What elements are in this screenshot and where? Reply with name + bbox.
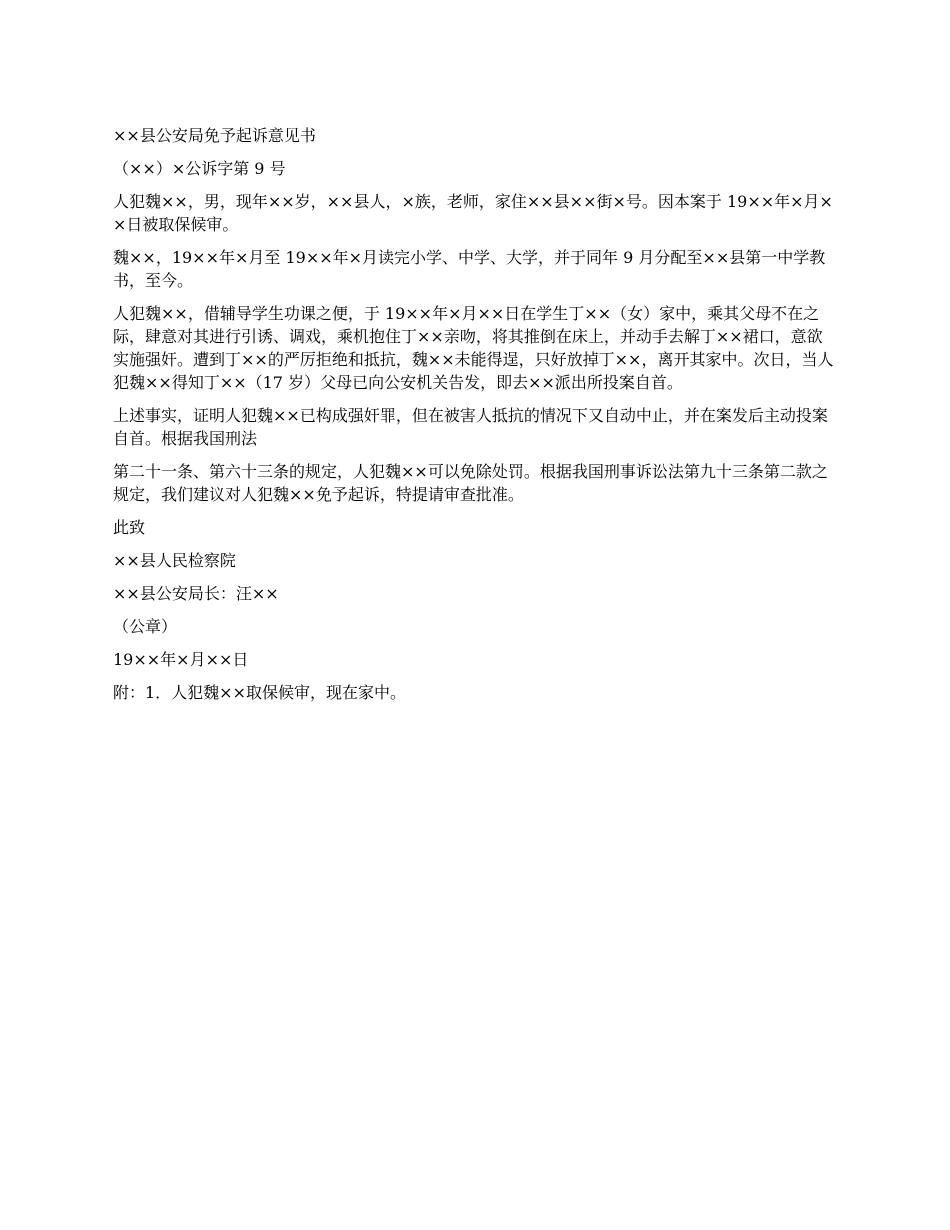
- attachment-note: 附：1．人犯魏××取保候审，现在家中。: [113, 683, 406, 702]
- paragraph-background: 魏××，19××年×月至 19××年×月读完小学、中学、大学，并于同年 9 月分配至××县第一中学教书，至今。: [113, 248, 826, 290]
- salutation: 此致: [113, 518, 146, 537]
- document-body: [113, 124, 838, 714]
- official-seal: （公章）: [113, 617, 178, 636]
- signatory: ××县公安局长：汪××: [113, 584, 279, 603]
- paragraph-recommendation: 第二十一条、第六十三条的规定，人犯魏××可以免除处罚。根据我国刑事诉讼法第九十三条第二款之规定，我们建议对人犯魏××免予起诉，特提请审查批准。: [113, 462, 828, 504]
- document-date: 19××年×月××日: [113, 650, 249, 669]
- paragraph-suspect-info: 人犯魏××，男，现年××岁，××县人，×族，老师，家住××县××街×号。因本案于 19××年×月××日被取保候审。: [113, 192, 833, 234]
- paragraph-facts: 人犯魏××，借辅导学生功课之便，于 19××年×月××日在学生丁××（女）家中，乘其父母不在之际，肆意对其进行引诱、调戏，乘机抱住丁××亲吻，将其推倒在床上，并动手去解丁××裙口，意欲实施强奸。遭到丁××的严厉拒绝和抵抗，魏××未能得逞，只好放掉丁××，离开其家中。次日，当人犯魏××得知丁××（17 岁）父母已向公安机关告发，即去××派出所投案自首。: [113, 304, 834, 392]
- document-title: ××县公安局免予起诉意见书: [113, 126, 316, 145]
- paragraph-conclusion: 上述事实，证明人犯魏××已构成强奸罪，但在被害人抵抗的情况下又自动中止，并在案发后主动投案自首。根据我国刑法: [113, 406, 828, 448]
- document-number: （××）×公诉字第 9 号: [113, 159, 286, 178]
- recipient: ××县人民检察院: [113, 551, 236, 570]
